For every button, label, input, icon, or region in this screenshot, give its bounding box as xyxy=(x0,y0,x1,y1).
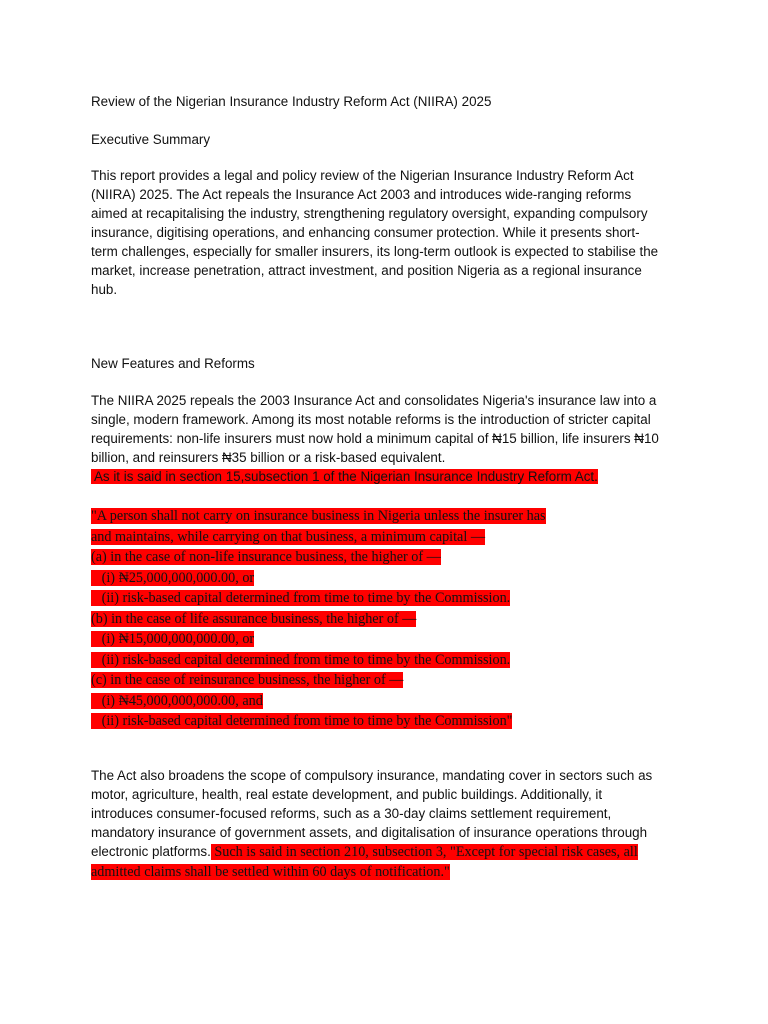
quote-line xyxy=(91,527,691,548)
paragraph-line: introduces consumer-focused reforms, such as a 30-day claims settlement requirement, xyxy=(91,806,612,821)
highlighted-text: admitted claims shall be settled within 60 days of notification." xyxy=(91,864,450,880)
quote-line xyxy=(91,650,691,671)
highlighted-text: (i) ₦15,000,000,000.00, or xyxy=(91,631,255,647)
section15-quote-block xyxy=(91,506,691,732)
executive-summary-heading: Executive Summary xyxy=(91,132,211,147)
quote-line xyxy=(91,711,691,732)
section210-quote-continuation xyxy=(91,862,450,883)
plain-text: electronic platforms. xyxy=(91,844,211,859)
highlighted-text: "A person shall not carry on insurance business in Nigeria unless the insurer has xyxy=(91,508,546,524)
executive-summary-paragraph xyxy=(91,166,691,299)
paragraph-line: term challenges, especially for smaller insurers, its long-term outlook is expected to stabilise the xyxy=(91,244,659,259)
highlighted-text: (ii) risk-based capital determined from time to time by the Commission. xyxy=(91,651,511,668)
paragraph-line: mandatory insurance of government assets, and digitalisation of insurance operations through xyxy=(91,825,648,840)
paragraph-line: single, modern framework. Among its most notable reforms is the introduction of stricter capital xyxy=(91,412,651,427)
highlighted-text: As it is said in section 15,subsection 1 of the Nigerian Insurance Industry Reform Act. xyxy=(91,469,598,484)
quote-line xyxy=(91,629,691,650)
paragraph-line: The NIIRA 2025 repeals the 2003 Insurance Act and consolidates Nigeria's insurance law into a xyxy=(91,393,657,408)
paragraph-line: The Act also broadens the scope of compulsory insurance, mandating cover in sectors such as xyxy=(91,768,653,783)
section210-quote-highlight: Such is said in section 210, subsection 3, "Except for special risk cases, all xyxy=(210,844,638,860)
quote-line xyxy=(91,588,691,609)
paragraph-line: (NIIRA) 2025. The Act repeals the Insurance Act 2003 and introduces wide-ranging reforms xyxy=(91,187,632,202)
highlighted-text: (i) ₦45,000,000,000.00, and xyxy=(91,692,263,709)
highlighted-text: (i) ₦25,000,000,000.00, or xyxy=(91,569,255,586)
paragraph-line: motor, agriculture, health, real estate development, and public buildings. Additionally, it xyxy=(91,787,603,802)
paragraph-line: hub. xyxy=(91,282,118,297)
highlighted-text: (a) in the case of non-life insurance business, the higher of — xyxy=(91,549,441,565)
highlighted-text: (c) in the case of reinsurance business, the higher of — xyxy=(91,672,404,688)
paragraph-line: aimed at recapitalising the industry, strengthening regulatory oversight, expanding compulsory xyxy=(91,206,648,221)
document-title: Review of the Nigerian Insurance Industry Reform Act (NIIRA) 2025 xyxy=(91,94,492,109)
highlighted-text: (ii) risk-based capital determined from time to time by the Commission" xyxy=(91,713,513,729)
paragraph-line: market, increase penetration, attract investment, and position Nigeria as a regional insurance xyxy=(91,263,642,278)
compulsory-insurance-paragraph xyxy=(91,766,691,863)
quote-line xyxy=(91,691,691,712)
highlighted-text: and maintains, while carrying on that business, a minimum capital — xyxy=(91,528,486,545)
quote-line xyxy=(91,670,691,691)
new-features-heading: New Features and Reforms xyxy=(91,356,255,371)
quote-line xyxy=(91,547,691,568)
paragraph-line: requirements: non-life insurers must now hold a minimum capital of ₦15 billion, life insurers ₦10 xyxy=(91,431,659,446)
paragraph-line: insurance, digitising operations, and enhancing consumer protection. While it presents short- xyxy=(91,225,640,240)
paragraph-line-mixed xyxy=(91,842,691,863)
section15-intro-highlight xyxy=(91,467,598,486)
new-features-paragraph xyxy=(91,391,691,467)
highlighted-text: (ii) risk-based capital determined from time to time by the Commission. xyxy=(91,590,511,606)
quote-line xyxy=(91,568,691,589)
paragraph-line: billion, and reinsurers ₦35 billion or a risk-based equivalent. xyxy=(91,450,446,465)
highlighted-text: (b) in the case of life assurance business, the higher of — xyxy=(91,610,417,627)
quote-line xyxy=(91,506,691,527)
quote-line xyxy=(91,609,691,630)
paragraph-line: This report provides a legal and policy review of the Nigerian Insurance Industry Reform Act xyxy=(91,168,634,183)
